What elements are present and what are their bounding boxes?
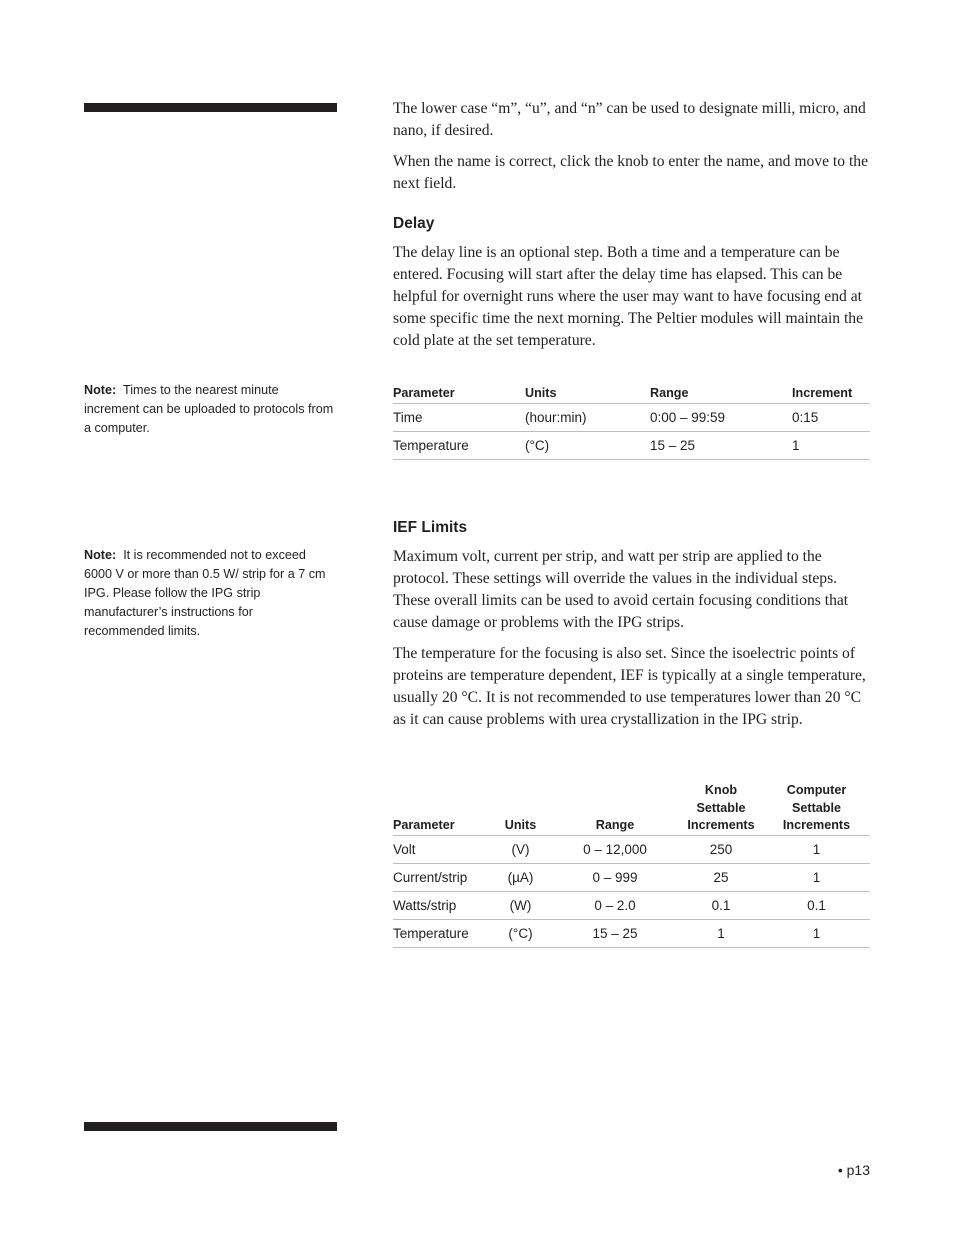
- table-row: [393, 891, 870, 919]
- table-header: Parameter: [393, 386, 455, 400]
- table-cell: Time: [393, 403, 525, 431]
- body-paragraph-1: The lower case “m”, “u”, and “n” can be used to designate milli, micro, and nano, if desired.: [393, 100, 866, 139]
- table-cell: 15 – 25: [650, 431, 792, 459]
- note-label: Note:: [84, 548, 117, 562]
- table-row: [393, 835, 870, 863]
- section-heading-ief-limits: IEF Limits: [393, 519, 468, 536]
- table-cell: 1: [679, 919, 763, 947]
- table-cell: 25: [679, 863, 763, 891]
- table-cell: 250: [679, 835, 763, 863]
- table-cell: 15 – 25: [551, 919, 679, 947]
- side-note-2: [84, 546, 334, 641]
- table-header: Range: [650, 386, 689, 400]
- table-cell: (hour:min): [525, 403, 650, 431]
- body-paragraph-2: When the name is correct, click the knob to enter the name, and move to the next field.: [393, 153, 869, 192]
- page-number: • p13: [837, 1162, 870, 1178]
- table-cell: (V): [490, 835, 551, 863]
- table-cell: Watts/strip: [393, 891, 490, 919]
- delay-paragraph: The delay line is an optional step. Both a time and a temperature can be entered. Focusing will start after the delay time has elapsed. This can be helpful for overnight runs where the user may want to have focusing end at some specific time the next morning. The Peltier modules will maintain the cold plate at the set temperature.: [393, 244, 864, 349]
- section-heading-delay: Delay: [393, 215, 435, 232]
- table-header: Increment: [792, 386, 853, 400]
- table-row: [393, 431, 870, 459]
- delay-table: [393, 378, 870, 460]
- table-cell: 0:15: [792, 403, 870, 431]
- table-cell: (°C): [490, 919, 551, 947]
- table-header: Knob Settable Increments: [687, 783, 755, 832]
- side-note-1: [84, 381, 334, 438]
- note-text: Times to the nearest minute increment can be uploaded to protocols from a computer.: [84, 383, 334, 435]
- table-row: [393, 403, 870, 431]
- table-cell: 0.1: [763, 891, 870, 919]
- table-cell: (µA): [490, 863, 551, 891]
- table-cell: (W): [490, 891, 551, 919]
- table-cell: 1: [763, 835, 870, 863]
- table-cell: Current/strip: [393, 863, 490, 891]
- table-header: Units: [504, 818, 537, 832]
- table-cell: 1: [763, 919, 870, 947]
- table-cell: 0 – 2.0: [551, 891, 679, 919]
- table-cell: Volt: [393, 835, 490, 863]
- table-cell: 1: [792, 431, 870, 459]
- table-header: Range: [595, 818, 635, 832]
- table-cell: 1: [763, 863, 870, 891]
- table-cell: 0.1: [679, 891, 763, 919]
- table-cell: (°C): [525, 431, 650, 459]
- ief-paragraph-1: Maximum volt, current per strip, and watt per strip are applied to the protocol. These settings will override the values in the individual steps. These overall limits can be used to avoid certain focusing conditions that cause damage or problems with the IPG strips.: [393, 548, 849, 631]
- ief-paragraph-2: The temperature for the focusing is also set. Since the isoelectric points of proteins are temperature dependent, IEF is typically at a single temperature, usually 20 °C. It is not recommended to use temperatures lower than 20 °C as it can cause problems with urea crystallization in the IPG strip.: [393, 645, 866, 728]
- table-row: [393, 919, 870, 947]
- note-text: It is recommended not to exceed 6000 V or more than 0.5 W/ strip for a 7 cm IPG. Please follow the IPG strip manufacturer’s instructions for recommended limits.: [84, 548, 326, 638]
- table-cell: 0 – 12,000: [551, 835, 679, 863]
- table-row: [393, 863, 870, 891]
- table-header: Parameter: [393, 818, 455, 832]
- table-cell: Temperature: [393, 431, 525, 459]
- table-cell: 0:00 – 99:59: [650, 403, 792, 431]
- table-cell: 0 – 999: [551, 863, 679, 891]
- bottom-rule: [84, 1122, 337, 1131]
- ief-limits-table: [393, 780, 870, 948]
- table-cell: Temperature: [393, 919, 490, 947]
- note-label: Note:: [84, 383, 117, 397]
- table-header: Units: [525, 386, 557, 400]
- table-header: Computer Settable Increments: [782, 783, 851, 832]
- top-rule: [84, 103, 337, 112]
